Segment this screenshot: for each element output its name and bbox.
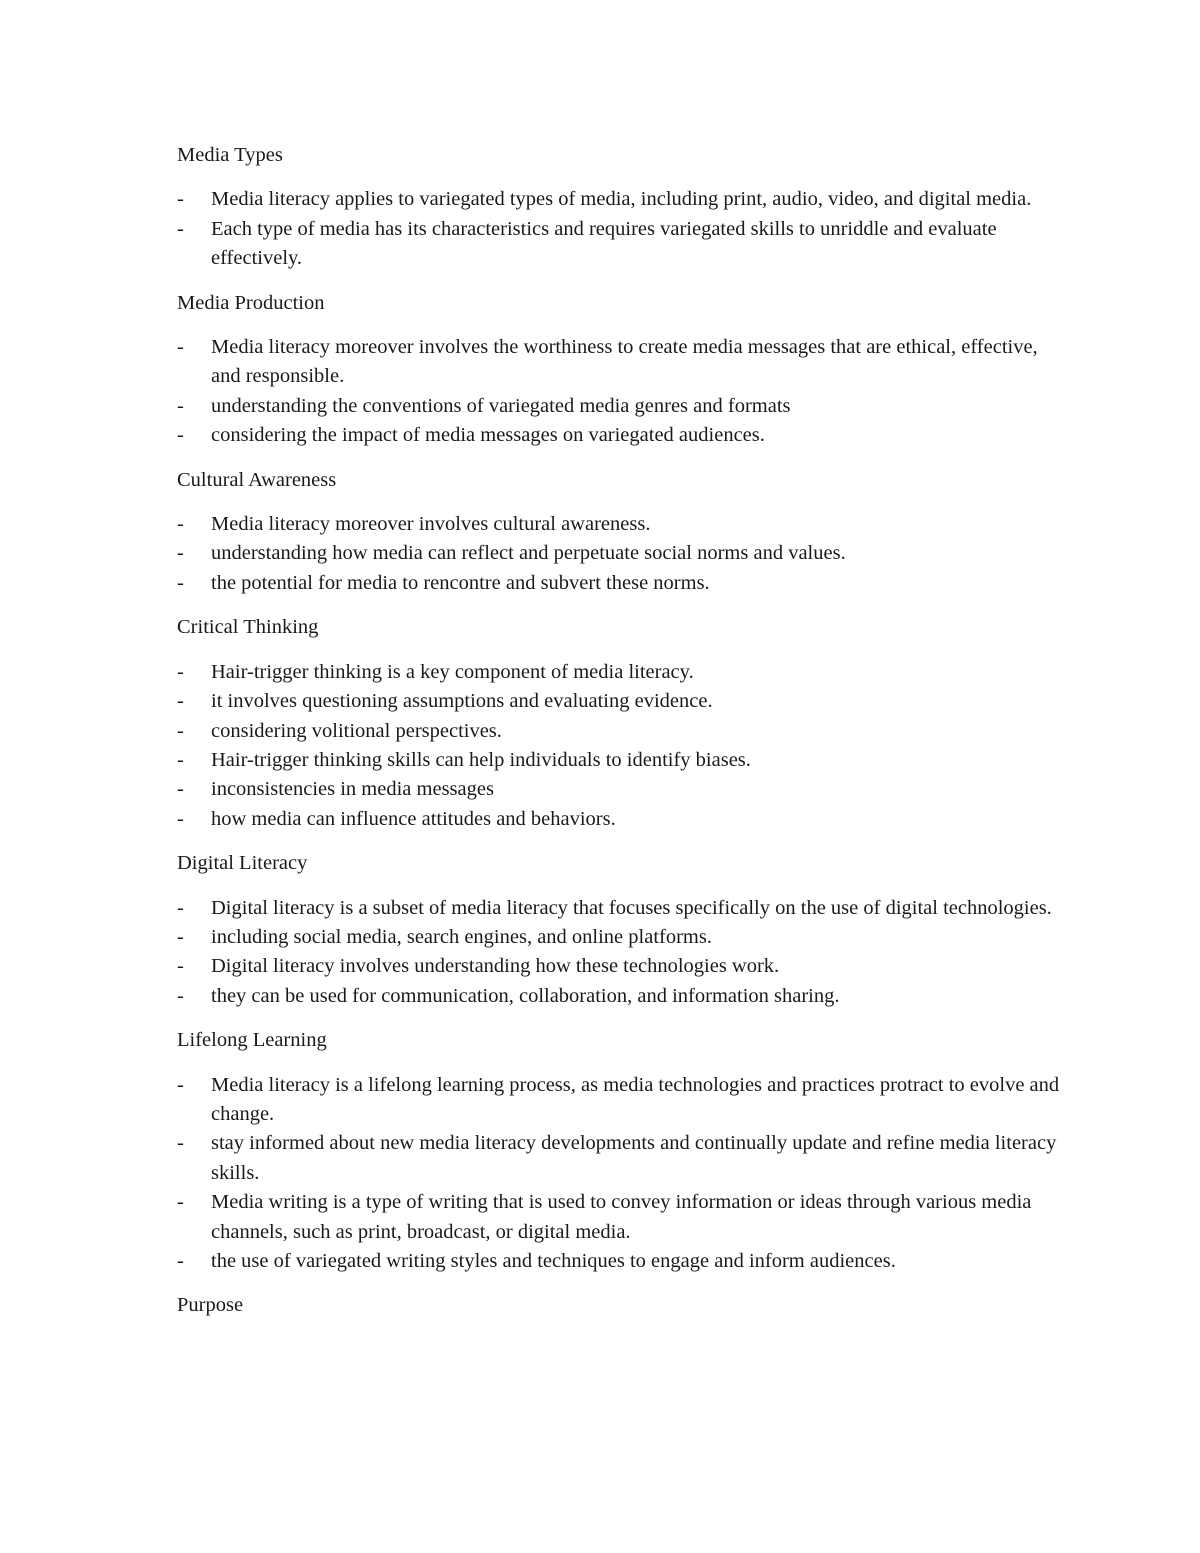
bullet-dash: -: [177, 925, 184, 948]
list-item: [177, 1247, 1067, 1276]
bullet-list: [177, 510, 1067, 598]
bullet-list: [177, 1071, 1067, 1277]
list-item: [177, 421, 1067, 450]
list-item: [177, 1188, 1067, 1247]
list-item: [177, 658, 1067, 687]
bullet-dash: -: [177, 188, 184, 211]
bullet-text: Media literacy is a lifelong learning process, as media technologies and practices protract to evolve and change.: [211, 1073, 1060, 1125]
list-item: [177, 805, 1067, 834]
bullet-list: [177, 658, 1067, 834]
section: [177, 289, 1067, 451]
bullet-dash: -: [177, 660, 184, 683]
document-page: [177, 141, 1067, 1336]
bullet-text: including social media, search engines, and online platforms.: [211, 925, 712, 948]
bullet-text: Digital literacy involves understanding how these technologies work.: [211, 955, 780, 978]
section: [177, 1026, 1067, 1276]
list-item: [177, 539, 1067, 568]
list-item: [177, 923, 1067, 952]
bullet-dash: -: [177, 1073, 184, 1096]
bullet-text: Media writing is a type of writing that is used to convey information or ideas through various media channels, such as print, broadcast, or digital media.: [211, 1191, 1032, 1243]
bullet-text: understanding the conventions of variegated media genres and formats: [211, 394, 791, 417]
section-heading: Media Types: [177, 144, 283, 166]
section-heading: Digital Literacy: [177, 852, 308, 875]
list-item: [177, 1071, 1067, 1130]
list-item: [177, 185, 1067, 214]
list-item: [177, 952, 1067, 981]
bullet-text: Media literacy moreover involves the worthiness to create media messages that are ethical, effective, and responsible.: [211, 336, 1038, 388]
list-item: [177, 982, 1067, 1011]
bullet-text: they can be used for communication, collaboration, and information sharing.: [211, 984, 840, 1007]
list-item: [177, 215, 1067, 274]
document-body: [177, 141, 1067, 1321]
bullet-text: understanding how media can reflect and perpetuate social norms and values.: [211, 542, 846, 565]
section: [177, 1291, 1067, 1320]
bullet-dash: -: [177, 542, 184, 565]
list-item: [177, 894, 1067, 923]
bullet-dash: -: [177, 719, 184, 742]
list-item: [177, 569, 1067, 598]
bullet-dash: -: [177, 690, 184, 713]
bullet-text: Media literacy applies to variegated types of media, including print, audio, video, and digital media.: [211, 188, 1032, 211]
bullet-text: considering volitional perspectives.: [211, 719, 502, 742]
bullet-dash: -: [177, 217, 184, 240]
bullet-text: how media can influence attitudes and behaviors.: [211, 807, 616, 830]
bullet-text: Hair-trigger thinking skills can help individuals to identify biases.: [211, 748, 751, 771]
bullet-dash: -: [177, 1191, 184, 1214]
list-item: [177, 746, 1067, 775]
bullet-text: the potential for media to rencontre and subvert these norms.: [211, 571, 710, 594]
list-item: [177, 687, 1067, 716]
bullet-text: stay informed about new media literacy developments and continually update and refine media literacy skills.: [211, 1132, 1057, 1184]
bullet-dash: -: [177, 513, 184, 536]
bullet-dash: -: [177, 394, 184, 417]
bullet-text: considering the impact of media messages on variegated audiences.: [211, 424, 765, 447]
bullet-text: inconsistencies in media messages: [211, 778, 494, 801]
bullet-list: [177, 894, 1067, 1012]
section-heading: Cultural Awareness: [177, 468, 337, 491]
bullet-text: Each type of media has its characteristics and requires variegated skills to unriddle and evaluate effectively.: [211, 217, 997, 270]
section-heading: Critical Thinking: [177, 616, 319, 639]
bullet-text: Digital literacy is a subset of media literacy that focuses specifically on the use of digital technologies.: [211, 896, 1052, 919]
bullet-dash: -: [177, 424, 184, 447]
bullet-text: Hair-trigger thinking is a key component of media literacy.: [211, 660, 694, 683]
bullet-text: it involves questioning assumptions and evaluating evidence.: [211, 690, 713, 713]
list-item: [177, 510, 1067, 539]
section: [177, 613, 1067, 834]
list-item: [177, 392, 1067, 421]
list-item: [177, 717, 1067, 746]
bullet-list: [177, 333, 1067, 451]
bullet-dash: -: [177, 896, 184, 919]
section-heading: Media Production: [177, 291, 325, 314]
bullet-dash: -: [177, 807, 184, 830]
bullet-dash: -: [177, 1250, 184, 1272]
bullet-text: the use of variegated writing styles and techniques to engage and inform audiences.: [211, 1250, 896, 1272]
section-heading: Purpose: [177, 1294, 244, 1317]
bullet-dash: -: [177, 984, 184, 1007]
section: [177, 141, 1067, 274]
list-item: [177, 1129, 1067, 1188]
bullet-dash: -: [177, 955, 184, 978]
bullet-dash: -: [177, 571, 184, 594]
bullet-list: [177, 185, 1067, 273]
bullet-dash: -: [177, 336, 184, 359]
section-heading: Lifelong Learning: [177, 1029, 327, 1052]
section: [177, 466, 1067, 599]
bullet-dash: -: [177, 748, 184, 771]
bullet-dash: -: [177, 1132, 184, 1155]
bullet-text: Media literacy moreover involves cultural awareness.: [211, 513, 651, 536]
bullet-dash: -: [177, 778, 184, 801]
list-item: [177, 775, 1067, 804]
section: [177, 849, 1067, 1011]
list-item: [177, 333, 1067, 392]
